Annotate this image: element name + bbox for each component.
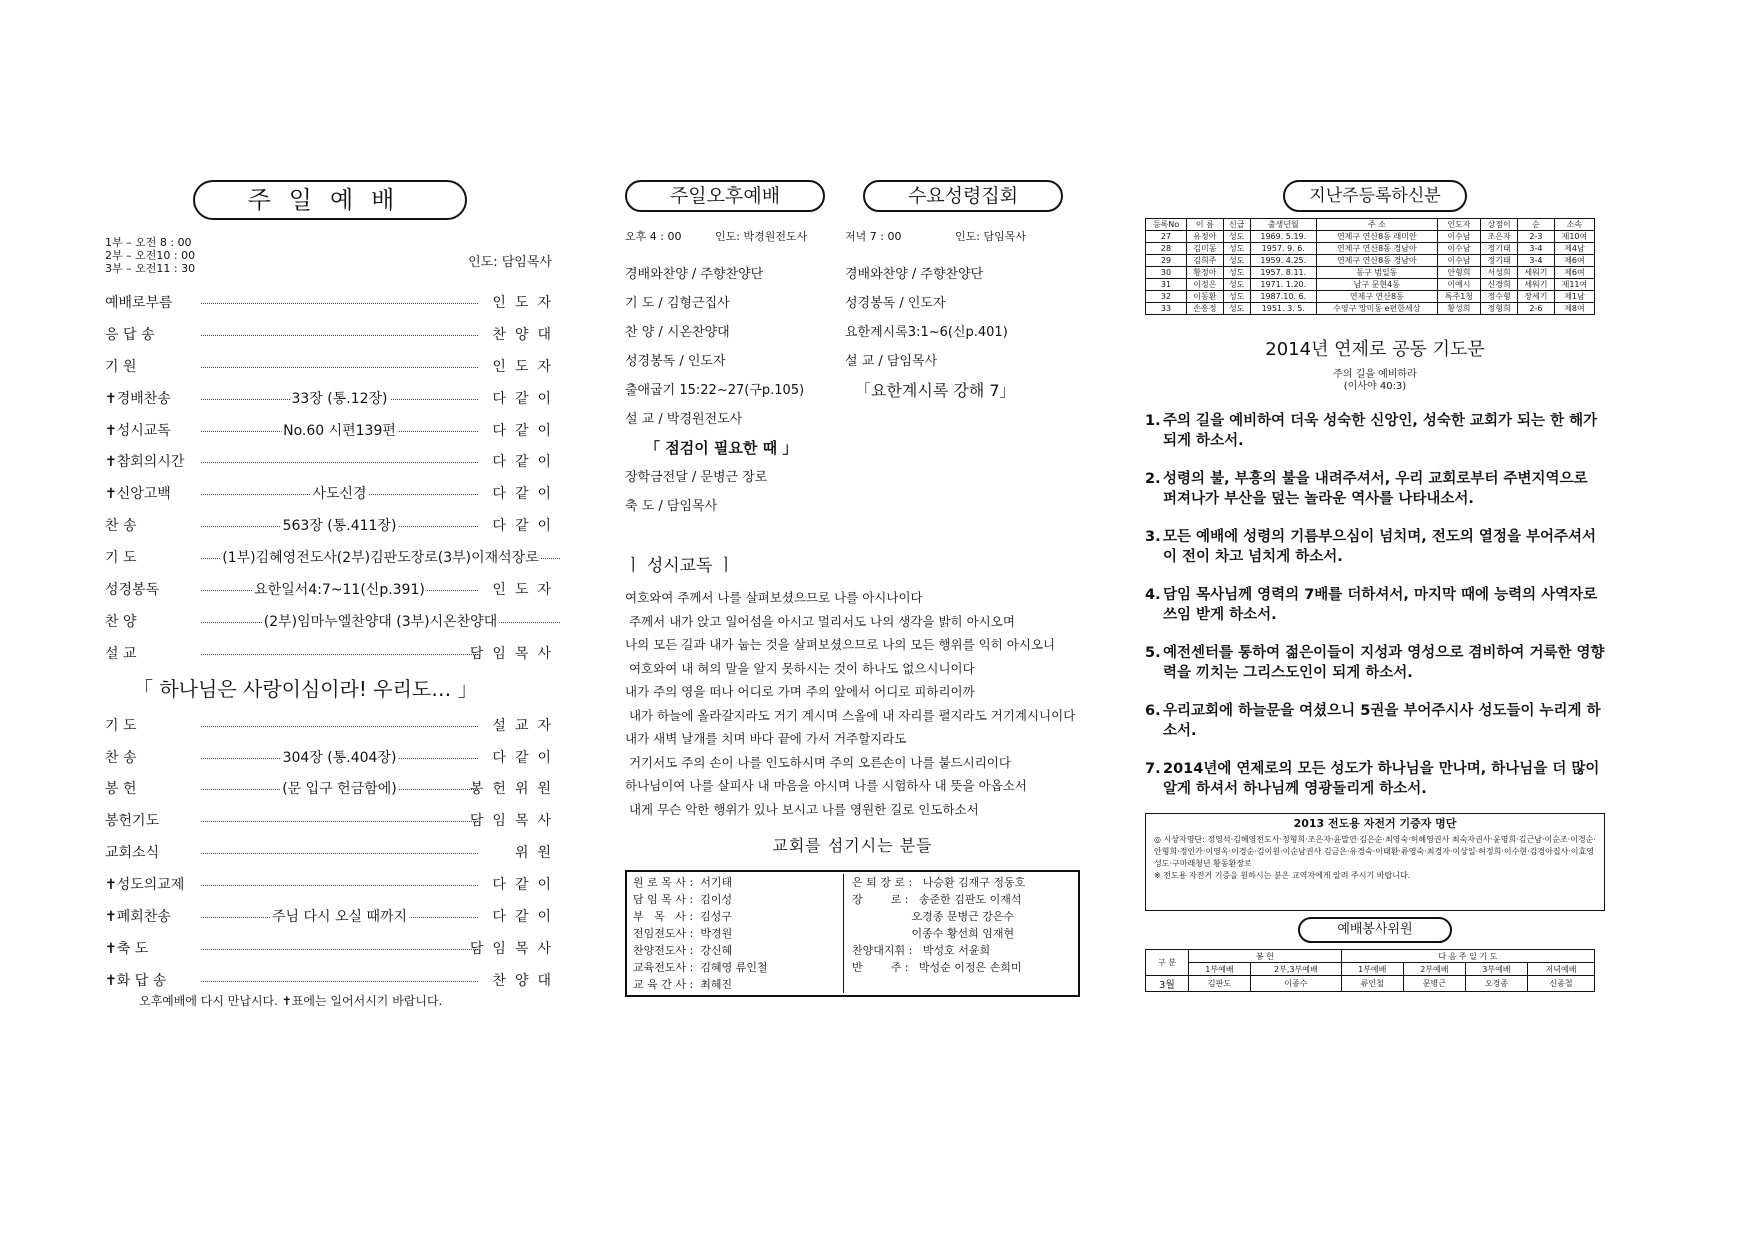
order-label: ✝폐회찬송 bbox=[105, 909, 171, 926]
staff-line: 원 로 목 사 : 서기태 bbox=[633, 876, 733, 889]
scripture-line: 하나님이여 나를 살피사 내 마음을 아시며 나를 시험하사 내 뜻을 아옵소서 bbox=[625, 778, 1027, 793]
prayer-item bbox=[1145, 585, 1605, 625]
order-label: 봉헌기도 bbox=[105, 813, 160, 830]
table-cell: 성도 bbox=[1223, 291, 1250, 303]
registrants-header-cell: 순 bbox=[1518, 219, 1555, 231]
registrants-header-cell: 신급 bbox=[1223, 219, 1250, 231]
order-label: 예배로부름 bbox=[105, 295, 173, 311]
schedule-subcol: 1부예배 bbox=[1341, 963, 1403, 976]
schedule-value: 신종철 bbox=[1527, 976, 1594, 992]
staff-line: 교 육 간 사 : 최혜진 bbox=[633, 978, 733, 991]
table-cell: 1969. 5.19. bbox=[1250, 231, 1316, 243]
afternoon-column bbox=[625, 180, 1080, 997]
responsive-reading-text bbox=[625, 586, 1080, 821]
registrants-header-cell: 이 름 bbox=[1186, 219, 1223, 231]
dotted-leader bbox=[201, 451, 478, 463]
prayer-subtitle bbox=[1145, 369, 1605, 393]
prayer-number: 3. bbox=[1145, 529, 1161, 545]
order-row bbox=[105, 416, 560, 448]
table-cell: 성도 bbox=[1223, 231, 1250, 243]
order-row bbox=[105, 384, 560, 416]
order-label: ✝경배찬송 bbox=[105, 390, 171, 407]
afternoon-item: 출애굽기 15:22~27(구p.105) bbox=[625, 383, 805, 398]
table-cell: 성도 bbox=[1223, 255, 1250, 267]
prayer-number: 6. bbox=[1145, 703, 1161, 719]
wednesday-item: 성경봉독 / 인도자 bbox=[845, 296, 946, 311]
order-row bbox=[105, 288, 560, 320]
table-cell: 연제구 연산8동 경남아 bbox=[1316, 255, 1437, 267]
order-who: 다같이 bbox=[492, 486, 560, 503]
schedule-value: 오경종 bbox=[1465, 976, 1527, 992]
order-who: 설교자 bbox=[492, 717, 560, 734]
dotted-leader bbox=[201, 611, 560, 630]
registrants-header-cell: 인도자 bbox=[1437, 219, 1481, 231]
order-who: 봉헌위원 bbox=[469, 781, 560, 798]
order-who: 인도자 bbox=[492, 358, 560, 375]
table-cell: 제1남 bbox=[1554, 291, 1594, 303]
dotted-leader bbox=[201, 483, 478, 503]
schedule-group2: 다 음 주 일 기 도 bbox=[1341, 950, 1594, 963]
time-1: 1부 – 오전 8 : 00 bbox=[105, 236, 192, 249]
wednesday-meta bbox=[845, 228, 1065, 244]
order-row bbox=[105, 575, 560, 607]
table-cell: 제8여 bbox=[1554, 303, 1594, 315]
schedule-title: 예배봉사위원 bbox=[1298, 917, 1452, 943]
order-of-service bbox=[105, 288, 560, 671]
order-who: 다같이 bbox=[492, 518, 560, 535]
staff-box bbox=[625, 870, 1080, 997]
schedule-subcol: 2부예배 bbox=[1403, 963, 1465, 976]
worship-leader: 인도: 담임목사 bbox=[468, 255, 552, 270]
afternoon-item: 축 도 / 담임목사 bbox=[625, 499, 718, 514]
order-content: 563장 (통.411장) bbox=[281, 515, 399, 535]
prayer-number: 7. bbox=[1145, 761, 1161, 777]
staff-line: 찬양전도사 : 강신혜 bbox=[633, 944, 733, 957]
registration-column bbox=[1145, 180, 1605, 992]
order-content: (1부)김혜영전도사(2부)김판도장로(3부)이재석장로 bbox=[220, 547, 540, 567]
afternoon-item: 성경봉독 / 인도자 bbox=[625, 354, 726, 369]
afternoon-item: 장학금전달 / 문병근 장로 bbox=[625, 470, 768, 485]
prayer-item bbox=[1145, 527, 1605, 567]
afternoon-time: 오후 4 : 00 bbox=[625, 230, 682, 243]
order-who: 다같이 bbox=[492, 390, 560, 407]
scripture-line: 내가 주의 영을 떠나 어디로 가며 주의 앞에서 어디로 피하리이까 bbox=[625, 684, 975, 699]
order-row bbox=[105, 838, 560, 870]
dotted-leader bbox=[201, 324, 478, 336]
order-row bbox=[105, 966, 560, 998]
prayer-item bbox=[1145, 759, 1605, 799]
donor-note: ※ 전도용 자전거 기증을 원하시는 분은 교역자에게 알려 주시기 바랍니다. bbox=[1154, 871, 1411, 880]
order-who: 찬양대 bbox=[492, 972, 560, 989]
staff-line: 교육전도사 : 김혜영 류인철 bbox=[633, 961, 768, 974]
order-row bbox=[105, 774, 560, 806]
dotted-leader bbox=[201, 356, 478, 368]
table-cell: 특주1청 bbox=[1437, 291, 1481, 303]
table-cell: 1959. 4.25. bbox=[1250, 255, 1316, 267]
order-content: (2부)임마누엘찬양대 (3부)시온찬양대 bbox=[262, 611, 499, 631]
registrants-header bbox=[1146, 219, 1595, 231]
donor-box bbox=[1145, 813, 1605, 911]
staff-line: 장 로 : 송준한 김판도 이재석 bbox=[852, 893, 1022, 906]
staff-line: 반 주 : 박성순 이정은 손희미 bbox=[852, 961, 1022, 974]
table-cell: 김희주 bbox=[1186, 255, 1223, 267]
prayer-text: 예전센터를 통하여 젊은이들이 지성과 영성으로 겸비하여 거룩한 영향력을 끼치는 그리스도인이 되게 하소서. bbox=[1163, 645, 1605, 681]
table-row bbox=[1146, 267, 1595, 279]
table-cell: 1971. 1.20. bbox=[1250, 279, 1316, 291]
order-content: 사도신경 bbox=[310, 483, 368, 503]
order-row bbox=[105, 870, 560, 902]
order-who: 담임목사 bbox=[469, 813, 560, 830]
table-cell: 손흥정 bbox=[1186, 303, 1223, 315]
order-content: No.60 시편139편 bbox=[281, 420, 398, 440]
order-row bbox=[105, 320, 560, 352]
afternoon-title: 주일오후예배 bbox=[625, 180, 825, 212]
order-label: 성경봉독 bbox=[105, 582, 160, 599]
order-who: 다같이 bbox=[492, 422, 560, 439]
scripture-line: 주께서 내가 앉고 일어섬을 아시고 멀리서도 나의 생각을 밝히 아시오며 bbox=[625, 613, 1015, 629]
registrants-header-cell: 상점이 bbox=[1481, 219, 1518, 231]
schedule-value: 문병근 bbox=[1403, 976, 1465, 992]
prayer-number: 4. bbox=[1145, 587, 1161, 603]
table-cell: 세워기 bbox=[1518, 267, 1555, 279]
order-who: 다같이 bbox=[492, 909, 560, 926]
table-cell: 성도 bbox=[1223, 279, 1250, 291]
table-cell: 제10여 bbox=[1554, 231, 1594, 243]
table-cell: 신경희 bbox=[1481, 279, 1518, 291]
prayer-text: 주의 길을 예비하여 더욱 성숙한 신앙인, 성숙한 교회가 되는 한 해가 되게 하소서. bbox=[1163, 413, 1598, 449]
table-cell: 황성희 bbox=[1437, 303, 1481, 315]
dotted-leader bbox=[201, 547, 560, 567]
schedule-table bbox=[1145, 949, 1595, 992]
registrants-header-cell: 주 소 bbox=[1316, 219, 1437, 231]
staff-line: 은 퇴 장 로 : 나승환 김재구 정동호 bbox=[852, 876, 1026, 889]
dotted-leader bbox=[201, 906, 478, 926]
order-label: ✝화 답 송 bbox=[105, 972, 167, 989]
scripture-line: 내게 무슨 악한 행위가 있나 보시고 나를 영원한 길로 인도하소서 bbox=[625, 801, 979, 817]
prayer-item bbox=[1145, 643, 1605, 683]
schedule-month: 3월 bbox=[1146, 976, 1189, 992]
table-cell: 안형희 bbox=[1437, 267, 1481, 279]
schedule-col1: 구 분 bbox=[1146, 950, 1189, 976]
prayer-list bbox=[1145, 411, 1605, 799]
wednesday-leader: 인도: 담임목사 bbox=[955, 230, 1026, 243]
footnote: 오후예배에 다시 만납시다. ✝표에는 일어서시기 바랍니다. bbox=[139, 993, 443, 1008]
table-row bbox=[1146, 279, 1595, 291]
table-cell: 1957. 8.11. bbox=[1250, 267, 1316, 279]
table-cell: 유정아 bbox=[1186, 231, 1223, 243]
prayer-item bbox=[1145, 411, 1605, 451]
afternoon-order bbox=[625, 260, 845, 521]
table-cell: 제4남 bbox=[1554, 243, 1594, 255]
prayer-title: 2014년 연제로 공동 기도문 bbox=[1265, 339, 1485, 360]
table-cell: 이수남 bbox=[1437, 231, 1481, 243]
schedule-subcol: 2부,3부예배 bbox=[1250, 963, 1341, 976]
dotted-leader bbox=[201, 842, 478, 854]
wednesday-order bbox=[845, 260, 1065, 405]
order-label: 봉 헌 bbox=[105, 781, 137, 798]
donor-text: ◎ 시상자명단: 정영석·김혜영전도사·정형희·조은자·윤말연·김은순·최영숙·허혜영권사 최숙자권사·윤명희·김근남·이순조·이경순·안형희·정인가·이영옥·이경순·김이원·이순남권사 김금은·유경숙·이태환·류영숙·최경자·이상일·허정희·이수현·김경아집사·이효영성도·구마래청년 황동환장로 bbox=[1154, 835, 1596, 868]
order-label: 기 원 bbox=[105, 358, 137, 375]
schedule-subcol: 3부예배 bbox=[1465, 963, 1527, 976]
order-who: 위원 bbox=[514, 845, 560, 862]
order-label: ✝축 도 bbox=[105, 940, 149, 957]
table-row bbox=[1146, 303, 1595, 315]
dotted-leader bbox=[201, 715, 478, 727]
order-content: 요한일서4:7~11(신p.391) bbox=[252, 579, 427, 599]
table-cell: 3-4 bbox=[1518, 243, 1555, 255]
afternoon-item: 기 도 / 김형근집사 bbox=[625, 296, 730, 311]
dotted-leader bbox=[201, 970, 478, 982]
afternoon-item: 경배와찬양 / 주향찬양단 bbox=[625, 267, 764, 282]
order-label: 기 도 bbox=[105, 550, 137, 567]
table-cell: 1987.10. 6. bbox=[1250, 291, 1316, 303]
table-cell: 1957. 9. 6. bbox=[1250, 243, 1316, 255]
afternoon-leader: 인도: 박경원전도사 bbox=[715, 230, 808, 243]
table-cell: 남구 문현4동 bbox=[1316, 279, 1437, 291]
order-label: ✝성시교독 bbox=[105, 422, 171, 439]
order-of-service-2 bbox=[105, 711, 560, 998]
registrants-title: 지난주등록하신분 bbox=[1283, 180, 1467, 212]
worship-times bbox=[105, 236, 560, 276]
table-cell: 제6여 bbox=[1554, 255, 1594, 267]
prayer-text: 성령의 불, 부흥의 불을 내려주셔서, 우리 교회로부터 주변지역으로 퍼져나가 부산을 덮는 놀라운 역사를 나타내소서. bbox=[1163, 471, 1588, 507]
table-cell: 조은자 bbox=[1481, 231, 1518, 243]
staff-line: 찬양대지휘 : 박성호 서윤희 bbox=[852, 944, 991, 957]
order-label: 찬 송 bbox=[105, 749, 137, 766]
table-cell: 27 bbox=[1146, 231, 1187, 243]
table-cell: 정수형 bbox=[1481, 291, 1518, 303]
order-row bbox=[105, 806, 560, 838]
table-cell: 제11여 bbox=[1554, 279, 1594, 291]
table-cell: 성도 bbox=[1223, 243, 1250, 255]
table-cell: 이동환 bbox=[1186, 291, 1223, 303]
table-cell: 30 bbox=[1146, 267, 1187, 279]
prayer-number: 1. bbox=[1145, 413, 1161, 429]
order-row bbox=[105, 543, 560, 575]
order-row bbox=[105, 743, 560, 775]
dotted-leader bbox=[201, 579, 478, 599]
registrants-header-cell: 등록No bbox=[1146, 219, 1187, 231]
order-who: 인도자 bbox=[492, 295, 560, 311]
dotted-leader bbox=[201, 292, 478, 304]
afternoon-sermon: 「 점검이 필요한 때 」 bbox=[645, 439, 798, 457]
order-content: 304장 (통.404장) bbox=[281, 747, 399, 767]
dotted-leader bbox=[201, 515, 478, 535]
table-cell: 3-4 bbox=[1518, 255, 1555, 267]
table-cell: 1951. 3. 5. bbox=[1250, 303, 1316, 315]
order-who: 다같이 bbox=[492, 877, 560, 894]
schedule-value: 류인철 bbox=[1341, 976, 1403, 992]
order-row bbox=[105, 639, 560, 671]
table-cell: 2-3 bbox=[1518, 231, 1555, 243]
wednesday-sermon: 「요한계시록 강해 7」 bbox=[855, 381, 1016, 400]
wednesday-time: 저녁 7 : 00 bbox=[845, 230, 902, 243]
schedule-value: 김판도 bbox=[1188, 976, 1250, 992]
scripture-line: 내가 하늘에 올라갈지라도 거기 계시며 스올에 내 자리를 펼지라도 거기계시니이다 bbox=[625, 707, 1076, 723]
prayer-text: 담임 목사님께 영력의 7배를 더하셔서, 마지막 때에 능력의 사역자로 쓰임 받게 하소서. bbox=[1163, 587, 1598, 623]
scripture-line: 여호와여 내 혀의 말을 알지 못하시는 것이 하나도 없으시니이다 bbox=[625, 660, 975, 676]
scripture-line: 여호와여 주께서 나를 살펴보셨으므로 나를 아시나이다 bbox=[625, 590, 923, 605]
table-cell: 세워기 bbox=[1518, 279, 1555, 291]
order-label: 교회소식 bbox=[105, 845, 160, 862]
order-row bbox=[105, 447, 560, 479]
wednesday-item: 설 교 / 담임목사 bbox=[845, 354, 938, 369]
prayer-item bbox=[1145, 469, 1605, 509]
table-cell: 김미동 bbox=[1186, 243, 1223, 255]
order-who: 찬양대 bbox=[492, 326, 560, 343]
order-who: 다같이 bbox=[492, 749, 560, 766]
prayer-text: 2014년에 연제로의 모든 성도가 하나님을 만나며, 하나님을 더 많이 알게 하셔서 하나님께 영광돌리게 하소서. bbox=[1163, 761, 1600, 797]
staff-line: 이종수 황선희 임재현 bbox=[852, 927, 1015, 940]
table-cell: 이수남 bbox=[1437, 255, 1481, 267]
order-who: 담임목사 bbox=[469, 940, 560, 957]
time-2: 2부 – 오전10 : 00 bbox=[105, 249, 196, 262]
table-cell: 동구 범일동 bbox=[1316, 267, 1437, 279]
staff-line: 오경종 문병근 강은수 bbox=[852, 910, 1015, 923]
table-row bbox=[1146, 255, 1595, 267]
scripture-line: 내가 새벽 날개를 치며 바다 끝에 가서 거주할지라도 bbox=[625, 731, 907, 746]
afternoon-meta bbox=[625, 228, 845, 244]
schedule-group1: 봉 헌 bbox=[1188, 950, 1341, 963]
order-content: 주님 다시 오실 때까지 bbox=[270, 906, 409, 926]
order-label: 설 교 bbox=[105, 645, 137, 662]
table-cell: 이예시 bbox=[1437, 279, 1481, 291]
table-cell: 32 bbox=[1146, 291, 1187, 303]
prayer-text: 우리교회에 하늘문을 여셨으니 5권을 부어주시사 성도들이 누리게 하소서. bbox=[1163, 703, 1601, 739]
dotted-leader bbox=[201, 778, 478, 798]
staff-line: 전임전도사 : 박경원 bbox=[633, 927, 733, 940]
staff-line: 담 임 목 사 : 김이성 bbox=[633, 893, 733, 906]
afternoon-item: 찬 양 / 시온찬양대 bbox=[625, 325, 730, 340]
order-who: 다같이 bbox=[492, 454, 560, 471]
order-row bbox=[105, 934, 560, 966]
table-cell: 장세기 bbox=[1518, 291, 1555, 303]
order-row bbox=[105, 511, 560, 543]
registrants-header-cell: 소속 bbox=[1554, 219, 1594, 231]
staff-line: 부 목 사 : 김성구 bbox=[633, 910, 732, 923]
dotted-leader bbox=[201, 388, 478, 407]
prayer-subtitle-text: 주의 길을 예비하라 bbox=[1333, 369, 1417, 380]
table-cell: 31 bbox=[1146, 279, 1187, 291]
donor-title: 2013 전도용 자전거 기증자 명단 bbox=[1293, 817, 1457, 830]
prayer-number: 2. bbox=[1145, 471, 1161, 487]
prayer-verse: (이사야 40:3) bbox=[1343, 381, 1407, 392]
table-cell: 28 bbox=[1146, 243, 1187, 255]
registrants-header-cell: 출생년월 bbox=[1250, 219, 1316, 231]
afternoon-item: 설 교 / 박경원전도사 bbox=[625, 412, 743, 427]
table-cell: 정기태 bbox=[1481, 243, 1518, 255]
order-row bbox=[105, 607, 560, 639]
table-row bbox=[1146, 243, 1595, 255]
staff-right bbox=[844, 874, 1025, 993]
order-label: 기 도 bbox=[105, 717, 137, 734]
responsive-reading-title: ㅣ 성시교독 ㅣ bbox=[625, 556, 735, 576]
order-label: 찬 송 bbox=[105, 518, 137, 535]
order-label: 찬 양 bbox=[105, 613, 137, 630]
dotted-leader bbox=[201, 643, 478, 655]
order-content: 33장 (통.12장) bbox=[289, 388, 389, 408]
table-cell: 2-6 bbox=[1518, 303, 1555, 315]
table-cell: 정형희 bbox=[1481, 303, 1518, 315]
staff-title: 교회를 섬기시는 분들 bbox=[772, 836, 933, 855]
table-row bbox=[1146, 291, 1595, 303]
table-row bbox=[1146, 231, 1595, 243]
order-label: ✝신앙고백 bbox=[105, 486, 171, 503]
table-cell: 수영구 망미동 e편한세상 bbox=[1316, 303, 1437, 315]
time-3: 3부 – 오전11 : 30 bbox=[105, 262, 196, 275]
prayer-text: 모든 예배에 성령의 기름부으심이 넘치며, 전도의 열정을 부어주셔서 이 전이 차고 넘치게 하소서. bbox=[1163, 529, 1597, 565]
table-cell: 29 bbox=[1146, 255, 1187, 267]
dotted-leader bbox=[201, 938, 478, 950]
table-cell: 제6여 bbox=[1554, 267, 1594, 279]
order-who: 인도자 bbox=[492, 582, 560, 599]
dotted-leader bbox=[201, 874, 478, 886]
order-row bbox=[105, 479, 560, 511]
table-cell: 이정은 bbox=[1186, 279, 1223, 291]
schedule-subcol: 1부예배 bbox=[1188, 963, 1250, 976]
order-label: ✝성도의교제 bbox=[105, 877, 185, 894]
order-who: 담임목사 bbox=[469, 645, 560, 662]
table-cell: 연제구 연산8동 bbox=[1316, 291, 1437, 303]
order-content: (문 입구 헌금함에) bbox=[280, 778, 399, 798]
table-cell: 정기태 bbox=[1481, 255, 1518, 267]
sunday-worship-title: 주일예배 bbox=[193, 180, 467, 220]
scripture-line: 거기서도 주의 손이 나를 인도하시며 주의 오른손이 나를 붙드시리이다 bbox=[625, 754, 1011, 770]
wednesday-item: 요한계시록3:1~6(신p.401) bbox=[845, 325, 1008, 340]
scripture-line: 나의 모든 길과 내가 눕는 것을 살펴보셨으므로 나의 모든 행위를 익히 아시오니 bbox=[625, 637, 1056, 652]
table-cell: 연제구 연산8동 래미안 bbox=[1316, 231, 1437, 243]
staff-left bbox=[633, 874, 844, 993]
dotted-leader bbox=[201, 420, 478, 439]
schedule-value: 이종수 bbox=[1250, 976, 1341, 992]
order-row bbox=[105, 352, 560, 384]
dotted-leader bbox=[201, 747, 478, 766]
sermon-title: 「 하나님은 사랑이심이라! 우리도… 」 bbox=[133, 676, 478, 701]
table-cell: 33 bbox=[1146, 303, 1187, 315]
order-row bbox=[105, 902, 560, 934]
order-label: 응 답 송 bbox=[105, 326, 155, 343]
wednesday-item: 경배와찬양 / 주향찬양단 bbox=[845, 267, 984, 282]
table-cell: 서성희 bbox=[1481, 267, 1518, 279]
table-cell: 성도 bbox=[1223, 303, 1250, 315]
table-cell: 연제구 연산8동 경남아 bbox=[1316, 243, 1437, 255]
dotted-leader bbox=[201, 810, 478, 822]
prayer-number: 5. bbox=[1145, 645, 1161, 661]
registrants-table bbox=[1145, 218, 1595, 315]
table-cell: 황정아 bbox=[1186, 267, 1223, 279]
order-label: ✝참회의시간 bbox=[105, 454, 185, 471]
table-cell: 성도 bbox=[1223, 267, 1250, 279]
prayer-item bbox=[1145, 701, 1605, 741]
schedule-subcol: 저녁예배 bbox=[1527, 963, 1594, 976]
wednesday-title: 수요성령집회 bbox=[863, 180, 1063, 212]
sunday-worship-column bbox=[105, 180, 560, 1009]
order-row bbox=[105, 711, 560, 743]
table-cell: 이수남 bbox=[1437, 243, 1481, 255]
